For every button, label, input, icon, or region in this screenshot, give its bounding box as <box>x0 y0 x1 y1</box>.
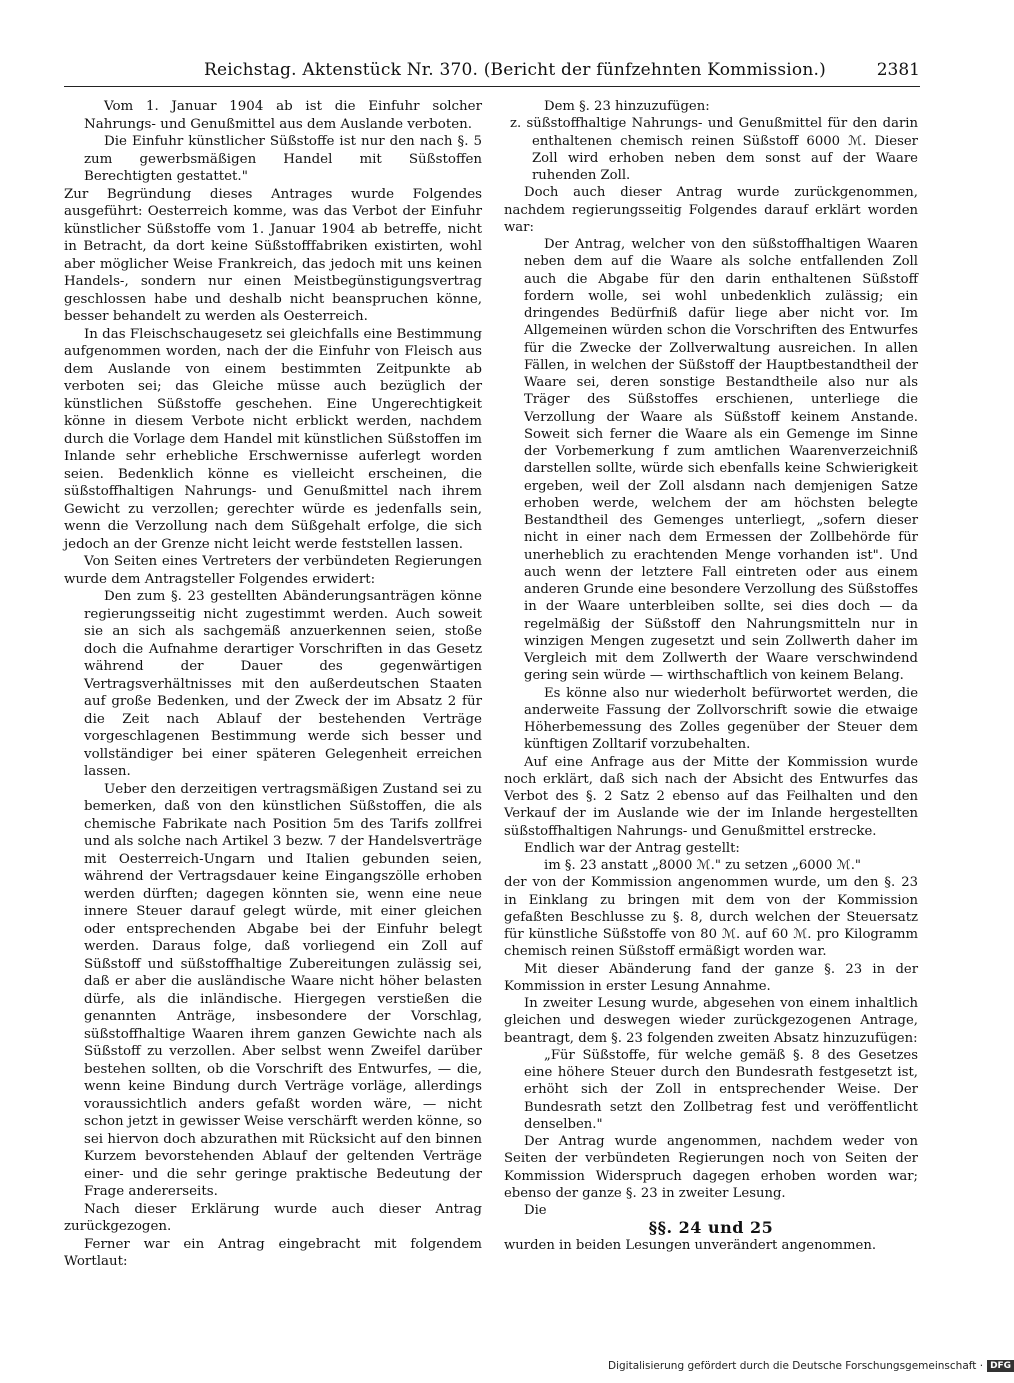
paragraph: im §. 23 anstatt „8000 ℳ." zu setzen „6000 ℳ." <box>544 858 861 873</box>
page-header <box>64 60 920 87</box>
paragraph: Auf eine Anfrage aus der Mitte der Kommission wurde noch erklärt, daß sich nach der Absicht des Entwurfes das Verbot des §. 2 Satz 2 ebenso auf das Feilhalten und den Verkauf der im Auslande wie der im Inlande hergestellten süßstoffhaltigen Nahrungs- und Genußmittel erstrecke. <box>504 754 918 839</box>
paragraph: §§. 24 und 25 <box>648 1218 774 1238</box>
paragraph: Endlich war der Antrag gestellt: <box>524 840 740 856</box>
paragraph: Der Antrag wurde angenommen, nachdem weder von Seiten der verbündeten Regierungen noch von Seiten der Kommission Widerspruch dagegen erhoben worden war; ebenso der ganze §. 23 in zweiter Lesung. <box>504 1134 918 1201</box>
footer-credit <box>608 1360 1014 1372</box>
paragraph: Der Antrag, welcher von den süßstoffhaltigen Waaren neben dem auf die Waare als solche entfallenden Zoll auch die Abgabe für den darin enthaltenen Süßstoff fordern wolle, sei wohl unbedenklich zulässig; ein dringendes Bedürfniß dafür liege aber nicht vor. Im Allgemeinen würden schon die Vorschriften des Entwurfes für die Zwecke der Zollverwaltung ausreichen. In allen Fällen, in welchen der Süßstoff der Hauptbestandtheil der Waare sei, deren sonstige Bestandtheile also nur als Träger des Süßstoffes erschienen, unterliege die Verzollung der Waare als Süßstoff keinem Anstande. Soweit sich ferner die Waare als ein Gemenge im Sinne der Vorbemerkung f zum amtlichen Waarenverzeichniß darstellen sollte, würde sich ebenfalls keine Schwierigkeit ergeben, weil der Zoll alsdann nach demjenigen Satze erhoben werde, welchem der am höchsten belegte Bestandtheil des Gemenges unterliegt, „sofern dieser nicht in einer nach dem Ermessen der Zollbehörde für unerheblich zu erachtenden Menge vorhanden ist". Und auch wenn der letztere Fall eintreten oder aus einem anderen Grunde eine besondere Verzollung des Süßstoffes in der Waare unterbleiben sollte, sei dies doch — da regelmäßig der Süßstoff den Nahrungsmitteln nur in winzigen Mengen zugesetzt und sein Zollwerth daher im Vergleich mit dem Zollwerth der Waare verschwindend gering sein würde — wirthschaftlich von keinem Belang. <box>524 237 918 684</box>
paragraph: Nach dieser Erklärung wurde auch dieser Antrag zurückgezogen. <box>64 1201 482 1234</box>
paragraph: Zur Begründung dieses Antrages wurde Folgendes ausgeführt: Oesterreich komme, was das Verbot der Einfuhr künstlicher Süßstoffe vom 1. Januar 1904 ab betreffe, nicht in Betracht, da dort keine Süßstofffabriken existirten, wohl aber möglicher Weise Frankreich, das jedoch mit uns keinen Handels-, sondern nur einen Meistbegünstigungsvertrag geschlossen habe und deshalb nicht beanspruchen könne, besser behandelt zu werden als Oesterreich. <box>64 186 482 324</box>
dfg-logo: DFG <box>987 1360 1014 1372</box>
page-number: 2381 <box>876 60 920 80</box>
paragraph: Ueber den derzeitigen vertragsmäßigen Zustand sei zu bemerken, daß von den künstlichen Süßstoffen, die als chemische Fabrikate nach Position 5m des Tarifs zollfrei und als solche nach Artikel 3 bezw. 7 der Handelsverträge mit Oesterreich-Ungarn und Italien gebunden seien, während der Vertragsdauer keine Eingangszölle erhoben werden dürften; dagegen könnten sie, wenn eine neue innere Steuer darauf gelegt würde, mit einer gleichen oder entsprechenden Abgabe bei der Einfuhr belegt werden. Daraus folge, daß vorliegend ein Zoll auf Süßstoff und süßstoffhaltige Zubereitungen zulässig sei, daß er aber die ausländische Waare nicht höher belasten dürfe, als die inländische. Hiergegen verstießen die genannten Anträge, insbesondere der Vorschlag, süßstoffhaltige Waaren ihrem ganzen Gewichte nach als Süßstoff zu verzollen. Aber selbst wenn Zweifel darüber bestehen sollten, ob die Vorschrift des Entwurfes, — die, wenn keine Bindung durch Verträge vorläge, allerdings voraussichtlich anders gefaßt worden wäre, — nicht schon jetzt in gewisser Weise verschärft werden könne, so sei hiervon doch abzurathen mit Rücksicht auf den binnen Kurzem bevorstehenden Ablauf der geltenden Verträge einer- und die sehr geringe praktische Bedeutung der Frage andererseits. <box>84 781 482 1199</box>
header-title: Reichstag. Aktenstück Nr. 370. (Bericht der fünfzehnten Kommission.) <box>204 60 826 80</box>
right-column <box>504 98 918 1254</box>
paragraph: Ferner war ein Antrag eingebracht mit folgendem Wortlaut: <box>64 1236 482 1269</box>
paragraph: der von der Kommission angenommen wurde, um den §. 23 in Einklang zu bringen mit dem von der Kommission gefaßten Beschlusse zu §. 8, durch welchen der Steuersatz für künstliche Süßstoffe von 80 ℳ. auf 60 ℳ. pro Kilogramm chemisch reinen Süßstoff ermäßigt worden war. <box>504 875 918 960</box>
paragraph: Dem §. 23 hinzuzufügen: <box>544 99 710 114</box>
paragraph: In das Fleischschaugesetz sei gleichfalls eine Bestimmung aufgenommen worden, nach der die Einfuhr von Fleisch aus dem Auslande von einem bestimmten Zeitpunkte ab verboten sei; das Gleiche müsse auch bezüglich der künstlichen Süßstoffe geschehen. Eine Ungerechtigkeit könne in diesem Verbote nicht erblickt werden, nachdem durch die Vorlage dem Handel mit künstlichen Süßstoffen im Inlande sehr erhebliche Erschwernisse auferlegt worden seien. Bedenklich könne es vielleicht erscheinen, die süßstoffhaltigen Nahrungs- und Genußmittel nach ihrem Gewicht zu verzollen; gerechter würde es jedenfalls sein, wenn die Verzollung nach dem Süßgehalt erfolge, die sich jedoch an der Grenze nicht leicht werde feststellen lassen. <box>64 326 482 552</box>
paragraph: Die Einfuhr künstlicher Süßstoffe ist nur den nach §. 5 zum gewerbsmäßigen Handel mit Süßstoffen Berechtigten gestattet." <box>84 134 482 184</box>
paragraph: wurden in beiden Lesungen unverändert angenommen. <box>504 1237 877 1253</box>
paragraph: Vom 1. Januar 1904 ab ist die Einfuhr solcher Nahrungs- und Genußmittel aus dem Auslande verboten. <box>84 99 482 132</box>
left-column <box>64 98 482 1271</box>
paragraph: Doch auch dieser Antrag wurde zurückgenommen, nachdem regierungsseitig Folgendes darauf erklärt worden war: <box>504 185 918 235</box>
paragraph: Mit dieser Abänderung fand der ganze §. 23 in der Kommission in erster Lesung Annahme. <box>504 961 918 994</box>
paragraph: z. süßstoffhaltige Nahrungs- und Genußmittel für den darin enthaltenen chemisch reinen Süßstoff 6000 ℳ. Dieser Zoll wird erhoben neben dem sonst auf der Waare ruhenden Zoll. <box>510 116 918 183</box>
footer-text: Digitalisierung gefördert durch die Deutsche Forschungsgemeinschaft · <box>608 1360 984 1372</box>
paragraph: Die <box>524 1203 547 1218</box>
paragraph: „Für Süßstoffe, für welche gemäß §. 8 des Gesetzes eine höhere Steuer durch den Bundesrath festgesetzt ist, erhöht sich der Zoll in entsprechender Weise. Der Bundesrath setzt den Zollbetrag fest und veröffentlicht denselben." <box>524 1047 918 1132</box>
paragraph: Den zum §. 23 gestellten Abänderungsanträgen könne regierungsseitig nicht zugestimmt werden. Auch soweit sie an sich als sachgemäß anzuerkennen seien, stoße doch die Aufnahme derartiger Vorschriften in das Gesetz während der Dauer des gegenwärtigen Vertragsverhältnisses mit den außerdeutschen Staaten auf große Bedenken, und der Zweck der im Absatz 2 für die Zeit nach Ablauf der bestehenden Verträge vorgeschlagenen Bestimmung werde sich besser und vollständiger bei einer späteren Gelegenheit erreichen lassen. <box>84 589 482 779</box>
paragraph: Von Seiten eines Vertreters der verbündeten Regierungen wurde dem Antragsteller Folgendes erwidert: <box>64 554 482 587</box>
paragraph: In zweiter Lesung wurde, abgesehen von einem inhaltlich gleichen und deswegen wieder zurückgezogenen Antrage, beantragt, dem §. 23 folgenden zweiten Absatz hinzuzufügen: <box>504 996 918 1046</box>
paragraph: Es könne also nur wiederholt befürwortet werden, die anderweite Fassung der Zollvorschrift sowie die etwaige Höherbemessung des Zolles gegenüber der Steuer dem künftigen Zolltarif vorzubehalten. <box>524 685 918 753</box>
